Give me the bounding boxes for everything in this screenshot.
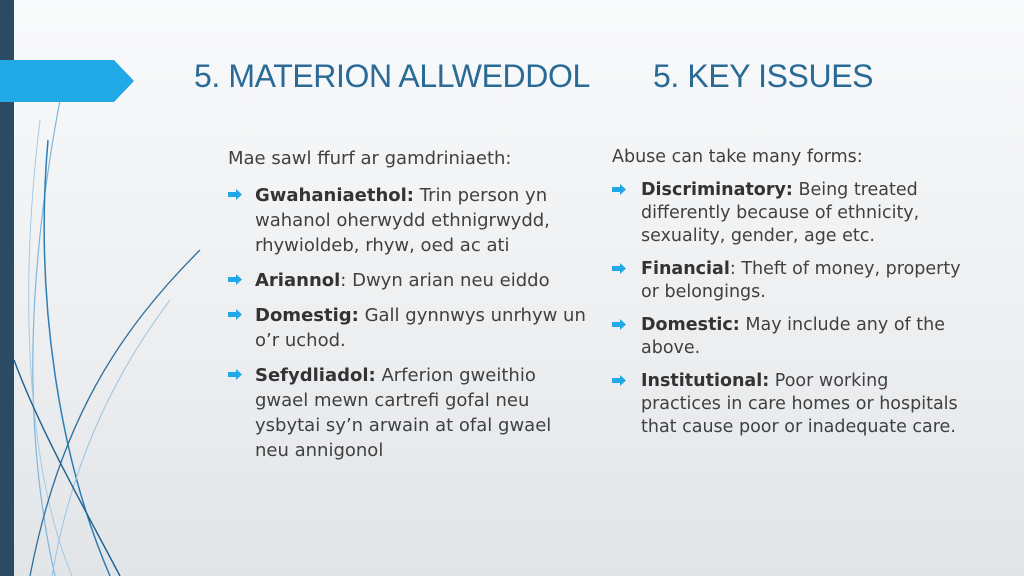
arrow-bullet-icon bbox=[228, 189, 242, 200]
item-text: Arferion gweithio gwael mewn cartrefi gofal neu ysbytai sy’n arwain at ofal gwael neu annigonol bbox=[255, 365, 552, 461]
item-text: : Dwyn arian neu eiddo bbox=[340, 270, 550, 291]
item-term: Ariannol bbox=[255, 270, 341, 291]
item-text: Trin person yn wahanol oherwydd ethnigrwydd, rhywioldeb, rhyw, oed ac ati bbox=[255, 185, 550, 256]
item-term: Gwahaniaethol: bbox=[255, 185, 415, 206]
arrow-bullet-icon bbox=[612, 375, 626, 386]
item-term: Sefydliadol: bbox=[255, 365, 376, 386]
arrow-bullet-icon bbox=[612, 184, 626, 195]
english-column bbox=[612, 146, 972, 449]
welsh-intro: Mae sawl ffurf ar gamdriniaeth: bbox=[228, 148, 512, 169]
item-term: Domestic: bbox=[641, 315, 740, 335]
item-term: Financial bbox=[641, 259, 730, 279]
item-text: May include any of the above. bbox=[641, 315, 945, 358]
english-list bbox=[612, 179, 972, 439]
list-item bbox=[612, 258, 972, 304]
list-item bbox=[228, 363, 588, 463]
item-text: Gall gynnwys unrhyw un o’r uchod. bbox=[255, 305, 586, 351]
list-item bbox=[612, 179, 972, 248]
item-term: Institutional: bbox=[641, 371, 770, 391]
page-title-welsh: 5. MATERION ALLWEDDOL bbox=[194, 58, 590, 94]
list-item bbox=[228, 183, 588, 258]
english-intro: Abuse can take many forms: bbox=[612, 147, 863, 167]
arrow-bullet-icon bbox=[228, 369, 242, 380]
item-term: Discriminatory: bbox=[641, 180, 793, 200]
item-text: Poor working practices in care homes or hospitals that cause poor or inadequate care. bbox=[641, 371, 958, 437]
welsh-column bbox=[228, 147, 588, 473]
item-term: Domestig: bbox=[255, 305, 359, 326]
arrow-bullet-icon bbox=[612, 263, 626, 274]
list-item bbox=[228, 268, 588, 293]
item-text: Being treated differently because of ethnicity, sexuality, gender, age etc. bbox=[641, 180, 920, 246]
item-text: : Theft of money, property or belongings. bbox=[641, 259, 961, 302]
page-title-english: 5. KEY ISSUES bbox=[653, 58, 874, 94]
title-arrow-shape bbox=[0, 60, 134, 102]
list-item bbox=[612, 370, 972, 439]
welsh-list bbox=[228, 183, 588, 463]
arrow-bullet-icon bbox=[612, 319, 626, 330]
arrow-bullet-icon bbox=[228, 274, 242, 285]
list-item bbox=[612, 314, 972, 360]
arrow-bullet-icon bbox=[228, 309, 242, 320]
list-item bbox=[228, 303, 588, 353]
